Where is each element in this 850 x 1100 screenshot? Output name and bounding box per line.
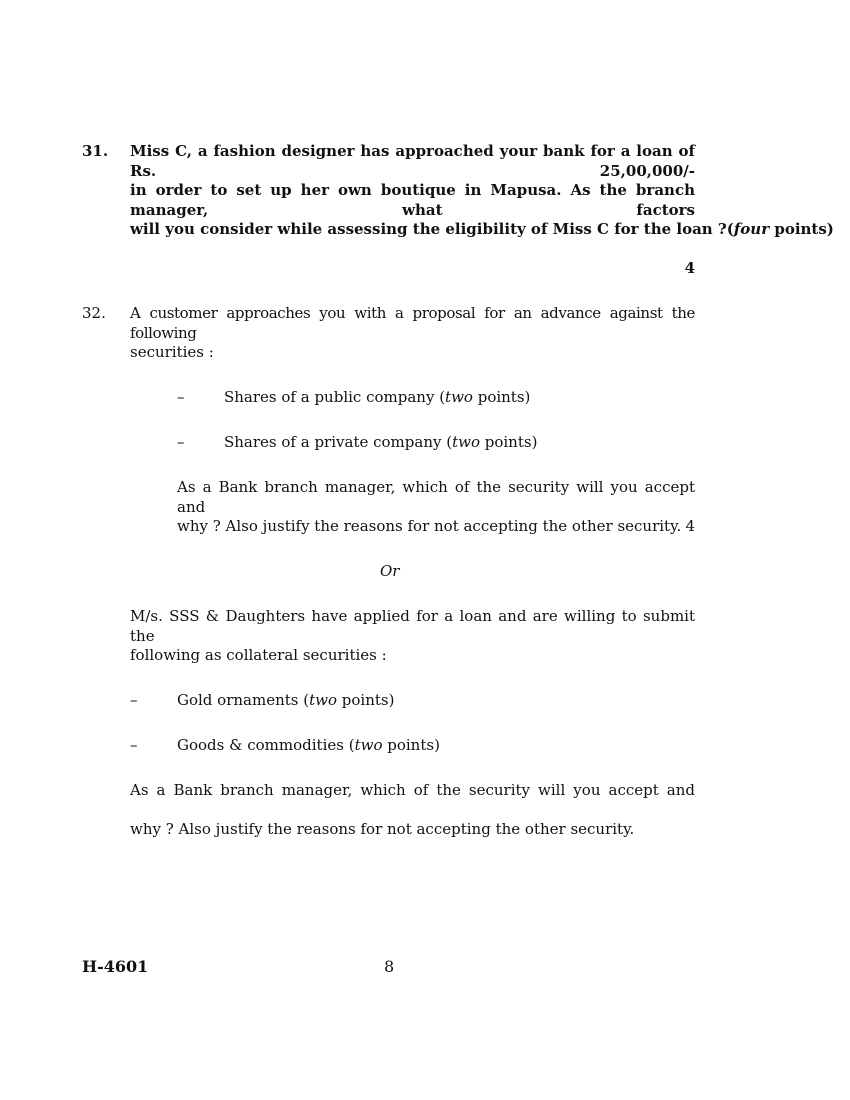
- footer-page-number: 8: [384, 957, 395, 976]
- footer-paper-code: H-4601: [82, 957, 149, 976]
- part-b-item-2-dash: –: [130, 736, 138, 754]
- or-separator: Or: [380, 562, 400, 580]
- part-b-item-1-text: Gold ornaments: [177, 691, 299, 709]
- part-b-question-line-2: why ? Also justify the reasons for not accepting the other security.: [130, 820, 635, 838]
- part-b-item-1-count: two: [309, 691, 338, 709]
- question-31-points-count: four: [733, 220, 770, 238]
- part-b-item-2-suffix: points): [382, 736, 440, 754]
- part-a-marks: 4: [685, 517, 695, 535]
- part-a-item-1: Shares of a public company (two points): [224, 388, 531, 406]
- part-a-item-2-dash: –: [177, 433, 185, 451]
- part-b-item-2-text: Goods & commodities: [177, 736, 344, 754]
- part-a-item-1-suffix: points): [472, 388, 531, 406]
- part-a-question-line-2: why ? Also justify the reasons for not accepting the other security.: [177, 517, 682, 535]
- part-b-item-1: Gold ornaments (two points): [177, 691, 395, 709]
- part-b-item-2-count: two: [354, 736, 383, 754]
- part-b-item-1-suffix: points): [337, 691, 395, 709]
- question-31-line-2: in order to set up her own boutique in Mapusa. As the branch manager, what factors: [130, 181, 695, 219]
- question-31-points-open: (: [726, 220, 734, 238]
- part-b-question-line-1: As a Bank branch manager, which of the security will you accept and: [130, 781, 695, 799]
- question-32-intro-line-2: securities :: [130, 343, 214, 361]
- part-a-item-1-dash: –: [177, 388, 185, 406]
- question-31-line-1: Miss C, a fashion designer has approached your bank for a loan of Rs. 25,00,000/-: [130, 142, 695, 180]
- part-b-intro-line-1: M/s. SSS & Daughters have applied for a loan and are willing to submit the: [130, 607, 695, 645]
- question-32-number: 32.: [82, 304, 106, 322]
- part-a-question-line-1: As a Bank branch manager, which of the security will you accept and: [177, 478, 695, 516]
- question-31-points-close: points): [769, 220, 834, 238]
- part-a-item-1-count: two: [445, 388, 473, 406]
- part-b-item-1-dash: –: [130, 691, 138, 709]
- question-31-line-3: [130, 219, 834, 239]
- part-a-item-2-count: two: [452, 433, 480, 451]
- question-31-marks: 4: [684, 259, 695, 277]
- question-32-intro-line-1: A customer approaches you with a proposal for an advance against the following: [130, 304, 695, 342]
- part-a-item-2-suffix: points): [479, 433, 538, 451]
- part-a-item-2-text: Shares of a private company: [224, 433, 442, 451]
- part-a-item-2: Shares of a private company (two points): [224, 433, 538, 451]
- question-31-points: [727, 219, 834, 239]
- part-b-intro-line-2: following as collateral securities :: [130, 646, 387, 664]
- part-b-item-2: Goods & commodities (two points): [177, 736, 440, 754]
- question-31-number: 31.: [82, 142, 109, 160]
- question-31-line-3-text: will you consider while assessing the eligibility of Miss C for the loan ?: [130, 220, 727, 238]
- part-a-item-1-text: Shares of a public company: [224, 388, 435, 406]
